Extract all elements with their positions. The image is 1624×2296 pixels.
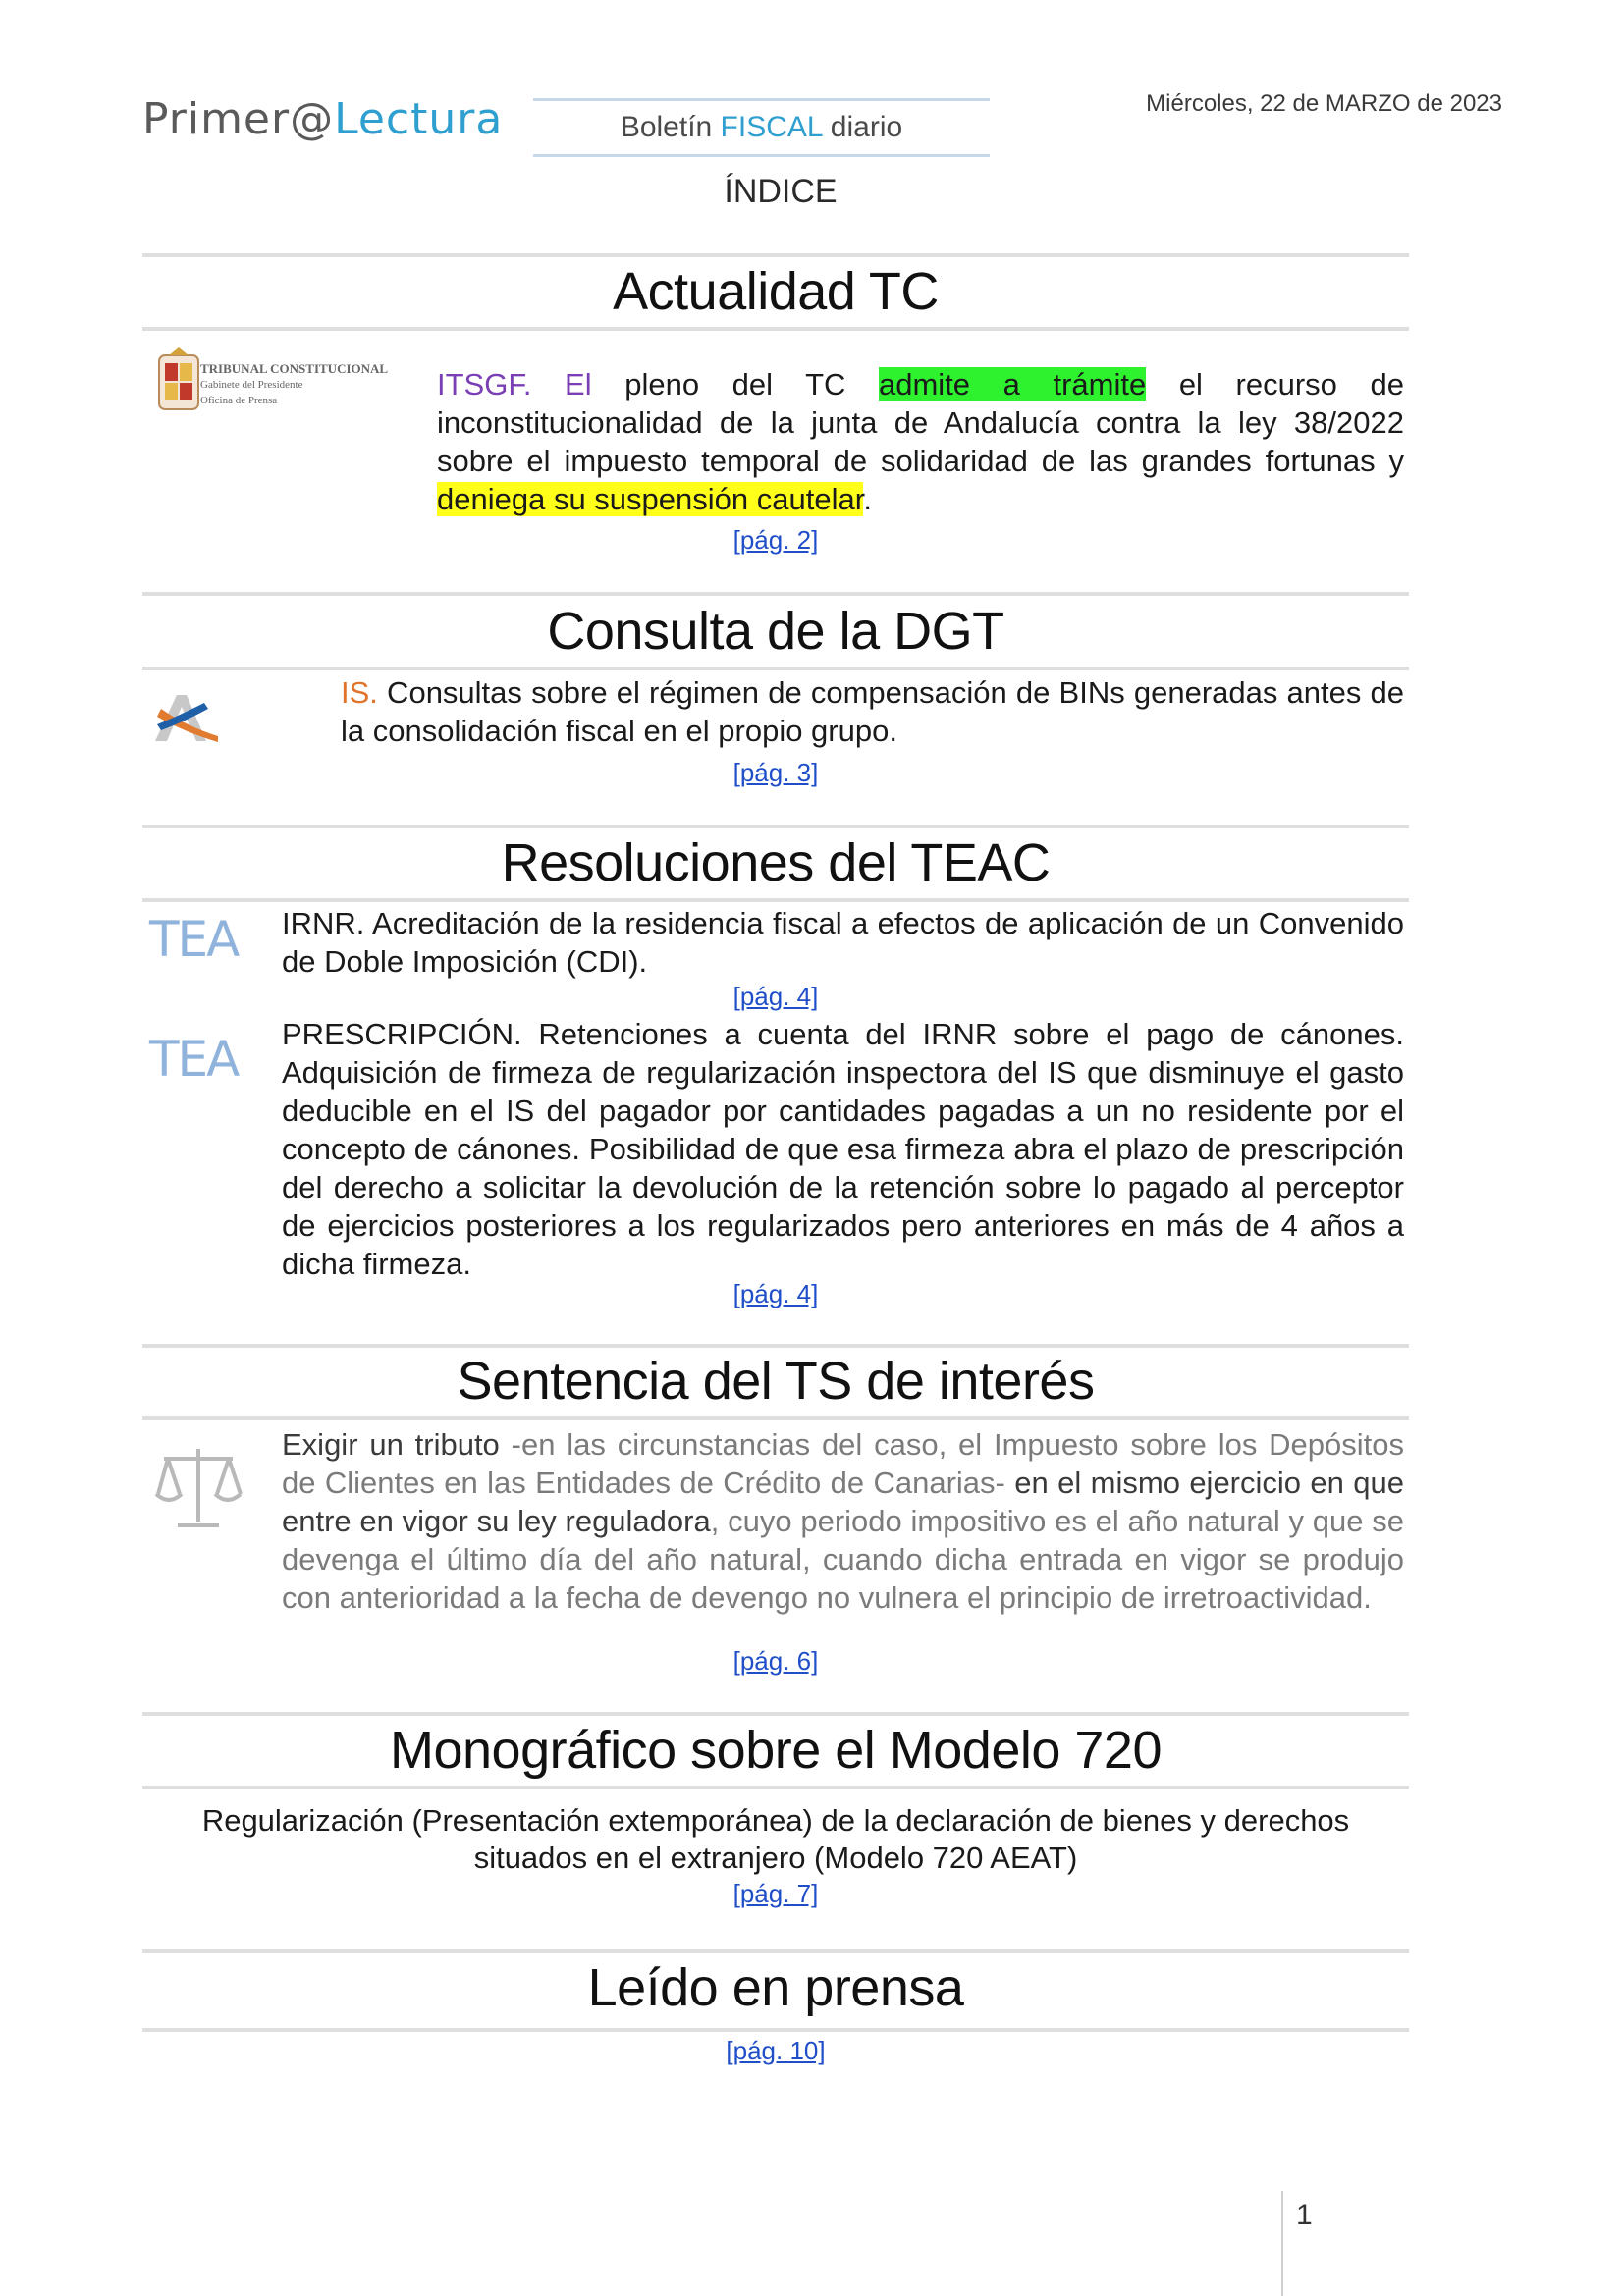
page-number-rule [1281, 2191, 1283, 2296]
section-divider [142, 1712, 1409, 1716]
teac-item2-tag: PRESCRIPCIÓN. [282, 1017, 522, 1051]
tc-logo-line: TRIBUNAL CONSTITUCIONAL [200, 361, 389, 376]
dgt-text: Consultas sobre el régimen de compensación de BINs generadas antes de la consolidación fiscal en el propio grupo. [341, 675, 1404, 748]
m720-page-link[interactable]: [pág. 7] [732, 1879, 819, 1908]
section-divider [142, 2028, 1409, 2032]
coat-of-arms-icon [155, 347, 202, 416]
section-divider [142, 898, 1409, 902]
section-divider [142, 253, 1409, 257]
boletin-title [533, 98, 990, 157]
tc-logo [155, 347, 389, 418]
aeat-logo-icon [147, 687, 226, 746]
index-heading: ÍNDICE [724, 173, 838, 210]
section-divider [142, 1344, 1409, 1348]
brand-logo [142, 94, 503, 144]
section-divider [142, 327, 1409, 331]
section-title-dgt: Consulta de la DGT [547, 602, 1004, 661]
teac-logo: TEA [149, 911, 239, 968]
section-title-ts: Sentencia del TS de interés [457, 1352, 1095, 1411]
tc-highlight-green: admite a trámite [879, 367, 1147, 401]
tc-text: . [863, 482, 872, 516]
tc-highlight-yellow: deniega su suspensión cautelar [437, 482, 864, 516]
tc-tag2: El [531, 367, 592, 401]
ts-summary [282, 1425, 1404, 1617]
section-title-m720: Monográfico sobre el Modelo 720 [390, 1721, 1162, 1780]
section-divider [142, 667, 1409, 670]
scales-of-justice-icon [152, 1443, 245, 1531]
tc-summary [437, 365, 1404, 518]
teac-logo: TEA [149, 1031, 239, 1088]
ts-text: , cuyo periodo impositivo es el año natural y que se devenga el último día del año natural, cuando dicha entrada en vigor se produjo con anterioridad a la fecha de devengo no vulnera el principio de irretroactividad. [282, 1504, 1405, 1615]
tc-page-link[interactable]: [pág. 2] [732, 525, 819, 555]
ts-page-link[interactable]: [pág. 6] [732, 1646, 819, 1676]
ts-text: -en las circunstancias del caso, el Impuesto sobre los Depósitos de Clientes en las Entidades de Crédito de Canarias- [282, 1427, 1404, 1500]
section-title-teac: Resoluciones del TEAC [501, 833, 1051, 892]
logo-part1: Primer@ [142, 94, 335, 144]
section-title-prensa: Leído en prensa [587, 1958, 964, 2017]
page-number: 1 [1296, 2199, 1313, 2231]
m720-line2: situados en el extranjero (Modelo 720 AEAT) [473, 1841, 1078, 1875]
ts-bold-1: Exigir un tributo [282, 1427, 500, 1462]
tc-logo-line: Gabinete del Presidente [200, 379, 303, 391]
section-divider [142, 1416, 1409, 1420]
teac-item1-text: Acreditación de la residencia fiscal a efectos de aplicación de un Convenido de Doble Imposición (CDI). [282, 906, 1404, 979]
tc-logo-line: Oficina de Prensa [200, 395, 278, 406]
section-divider [142, 825, 1409, 828]
tc-tag: ITSGF. [437, 367, 532, 401]
teac-item1-tag: IRNR. [282, 906, 365, 940]
m720-line1: Regularización (Presentación extemporánea) de la declaración de bienes y derechos [201, 1803, 1350, 1838]
boletin-post: diario [822, 111, 903, 143]
boletin-pre: Boletín [620, 111, 721, 143]
dgt-summary [341, 673, 1404, 750]
tc-text: el recurso de inconstitucionalidad de la junta de Andalucía contra la ley 38/2022 sobre el impuesto temporal de solidaridad de las grandes fortunas y [437, 367, 1404, 478]
section-title-tc: Actualidad TC [613, 262, 939, 321]
prensa-page-link[interactable]: [pág. 10] [726, 2036, 826, 2065]
dgt-page-link[interactable]: [pág. 3] [732, 758, 819, 787]
ts-bold-2: en el mismo ejercicio en que entre en vigor su ley reguladora [282, 1466, 1405, 1538]
teac-item1 [282, 904, 1404, 981]
tc-text: pleno del TC [591, 367, 879, 401]
teac-item2-link[interactable]: [pág. 4] [732, 1279, 819, 1308]
section-divider [142, 1949, 1409, 1953]
dgt-tag: IS. [341, 675, 378, 710]
logo-part2: Lectura [334, 94, 504, 144]
section-divider [142, 1786, 1409, 1789]
issue-date: Miércoles, 22 de MARZO de 2023 [1146, 90, 1502, 117]
teac-item2 [282, 1015, 1404, 1283]
section-divider [142, 592, 1409, 596]
boletin-fiscal: FISCAL [720, 111, 823, 143]
teac-item1-link[interactable]: [pág. 4] [732, 982, 819, 1011]
teac-item2-text: Retenciones a cuenta del IRNR sobre el pago de cánones. Adquisición de firmeza de regularización inspectora del IS que disminuye el gasto deducible en el IS del pagador por cantidades pagadas a un no residente por el concepto de cánones. Posibilidad de que esa firmeza abra el plazo de prescripción del derecho a solicitar la devolución de la retención sobre lo pagado al perceptor de ejercicios posteriores a los regularizados pero anteriores en más de 4 años a dicha firmeza. [282, 1017, 1404, 1281]
